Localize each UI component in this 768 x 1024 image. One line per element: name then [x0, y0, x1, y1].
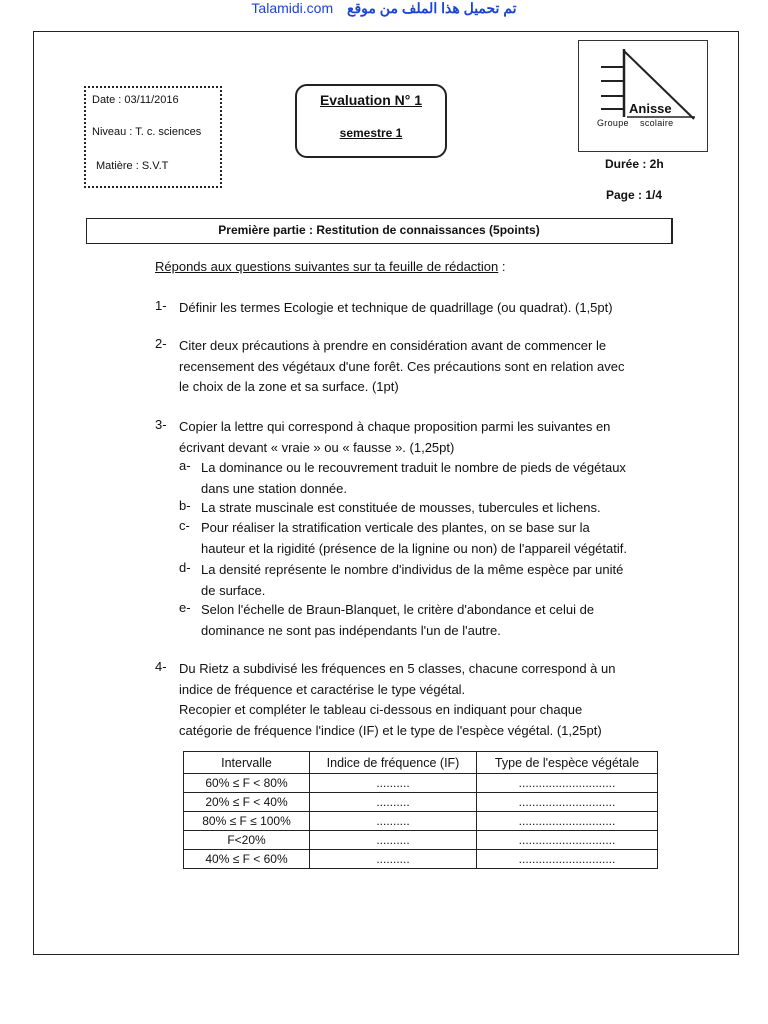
- table-cell: .............................: [477, 793, 658, 812]
- school-logo: [578, 40, 708, 152]
- q2-text: [179, 336, 624, 398]
- logo-name: Anisse: [629, 101, 672, 116]
- intro-line: [155, 257, 506, 277]
- niveau-label: Niveau : T. c. sciences: [92, 126, 202, 138]
- q3-text: [179, 417, 610, 458]
- q3-item-line: dominance ne sont pas indépendants l'un de l'autre.: [201, 622, 501, 638]
- table-cell: ..........: [310, 774, 477, 793]
- q3-item-e-letter: e-: [179, 600, 191, 615]
- q3-item-line: hauteur et la rigidité (présence de la lignine ou non) de l'appareil végétatif.: [201, 540, 627, 556]
- q3-number: 3-: [155, 417, 167, 432]
- intro-text: Réponds aux questions suivantes sur ta feuille de rédaction: [155, 259, 499, 274]
- top-banner: [0, 0, 768, 18]
- q2-line: recensement des végétaux d'une forêt. Ces précautions sont en relation avec: [179, 358, 625, 374]
- q3-line: Copier la lettre qui correspond à chaque proposition parmi les suivantes en: [179, 419, 611, 434]
- q4-line: indice de fréquence et caractérise le type végétal.: [179, 681, 466, 697]
- table-cell: 80% ≤ F ≤ 100%: [184, 812, 310, 831]
- logo-graphic: [579, 41, 707, 151]
- table-header-row: [184, 752, 658, 774]
- semestre-label: semestre 1: [339, 126, 403, 140]
- page-number: Page : 1/4: [606, 188, 663, 202]
- site-link[interactable]: Talamidi.com: [251, 0, 334, 16]
- frequency-table: [183, 751, 658, 869]
- section-title: Première partie : Restitution de connaissances (5points): [86, 218, 673, 244]
- q1-number: 1-: [155, 298, 167, 313]
- q4-number: 4-: [155, 659, 167, 674]
- info-box: [84, 86, 222, 188]
- table-cell: ..........: [310, 831, 477, 850]
- column-header: Intervalle: [184, 752, 310, 774]
- table-cell: .............................: [477, 812, 658, 831]
- q3-item-a-letter: a-: [179, 458, 191, 473]
- table-row: [184, 812, 658, 831]
- q3-item-line: La densité représente le nombre d'individus de la même espèce par unité: [201, 562, 624, 577]
- q4-line: Du Rietz a subdivisé les fréquences en 5 classes, chacune correspond à un: [179, 661, 616, 676]
- q4-line: catégorie de fréquence l'indice (IF) et le type de l'espèce végétal. (1,25pt): [179, 722, 602, 738]
- date-label: Date : 03/11/2016: [92, 94, 179, 106]
- table-cell: ..........: [310, 850, 477, 869]
- table-cell: 20% ≤ F < 40%: [184, 793, 310, 812]
- q3-item-c: [201, 518, 627, 559]
- matiere-label: Matière : S.V.T: [96, 160, 169, 172]
- q3-item-line: dans une station donnée.: [201, 480, 348, 496]
- table-row: [184, 774, 658, 793]
- q3-item-d-letter: d-: [179, 560, 191, 575]
- q3-item-a: [201, 458, 626, 499]
- q2-number: 2-: [155, 336, 167, 351]
- q1-text: Définir les termes Ecologie et technique de quadrillage (ou quadrat). (1,5pt): [179, 300, 613, 315]
- table-cell: ..........: [310, 812, 477, 831]
- intro-suffix: :: [498, 259, 506, 274]
- evaluation-box: [295, 84, 447, 158]
- column-header: Indice de fréquence (IF): [310, 752, 477, 774]
- table-row: [184, 793, 658, 812]
- table-cell: 60% ≤ F < 80%: [184, 774, 310, 793]
- table-cell: 40% ≤ F < 60%: [184, 850, 310, 869]
- q3-item-b: [201, 498, 601, 519]
- q3-item-e: [201, 600, 594, 641]
- q2-line: Citer deux précautions à prendre en considération avant de commencer le: [179, 338, 607, 353]
- q3-item-line: de surface.: [201, 582, 266, 598]
- q4-text: [179, 659, 615, 741]
- q3-item-c-letter: c-: [179, 518, 190, 533]
- q4-line: Recopier et compléter le tableau ci-dessous en indiquant pour chaque: [179, 702, 583, 717]
- table-row: [184, 831, 658, 850]
- q3-item-line: Pour réaliser la stratification verticale des plantes, on se base sur la: [201, 520, 590, 535]
- q3-item-line: La dominance ou le recouvrement traduit le nombre de pieds de végétaux: [201, 460, 626, 475]
- q3-item-d: [201, 560, 623, 601]
- q3-line: écrivant devant « vraie » ou « fausse ». (1,25pt): [179, 439, 455, 455]
- table-row: [184, 850, 658, 869]
- evaluation-title: Evaluation N° 1: [319, 92, 423, 108]
- column-header: Type de l'espèce végétale: [477, 752, 658, 774]
- table-cell: F<20%: [184, 831, 310, 850]
- table-cell: .............................: [477, 831, 658, 850]
- duration-label: Durée : 2h: [605, 157, 664, 171]
- table-cell: .............................: [477, 774, 658, 793]
- table-cell: ..........: [310, 793, 477, 812]
- banner-arabic-text: تم تحميل هذا الملف من موقع: [347, 0, 517, 16]
- table-cell: .............................: [477, 850, 658, 869]
- q2-line: le choix de la zone et sa surface. (1pt): [179, 379, 399, 394]
- q3-item-b-letter: b-: [179, 498, 191, 513]
- q3-item-line: Selon l'échelle de Braun-Blanquet, le critère d'abondance et celui de: [201, 602, 595, 617]
- logo-subtitle: Groupe scolaire: [597, 118, 674, 128]
- q3-item-line: La strate muscinale est constituée de mousses, tubercules et lichens.: [201, 500, 601, 515]
